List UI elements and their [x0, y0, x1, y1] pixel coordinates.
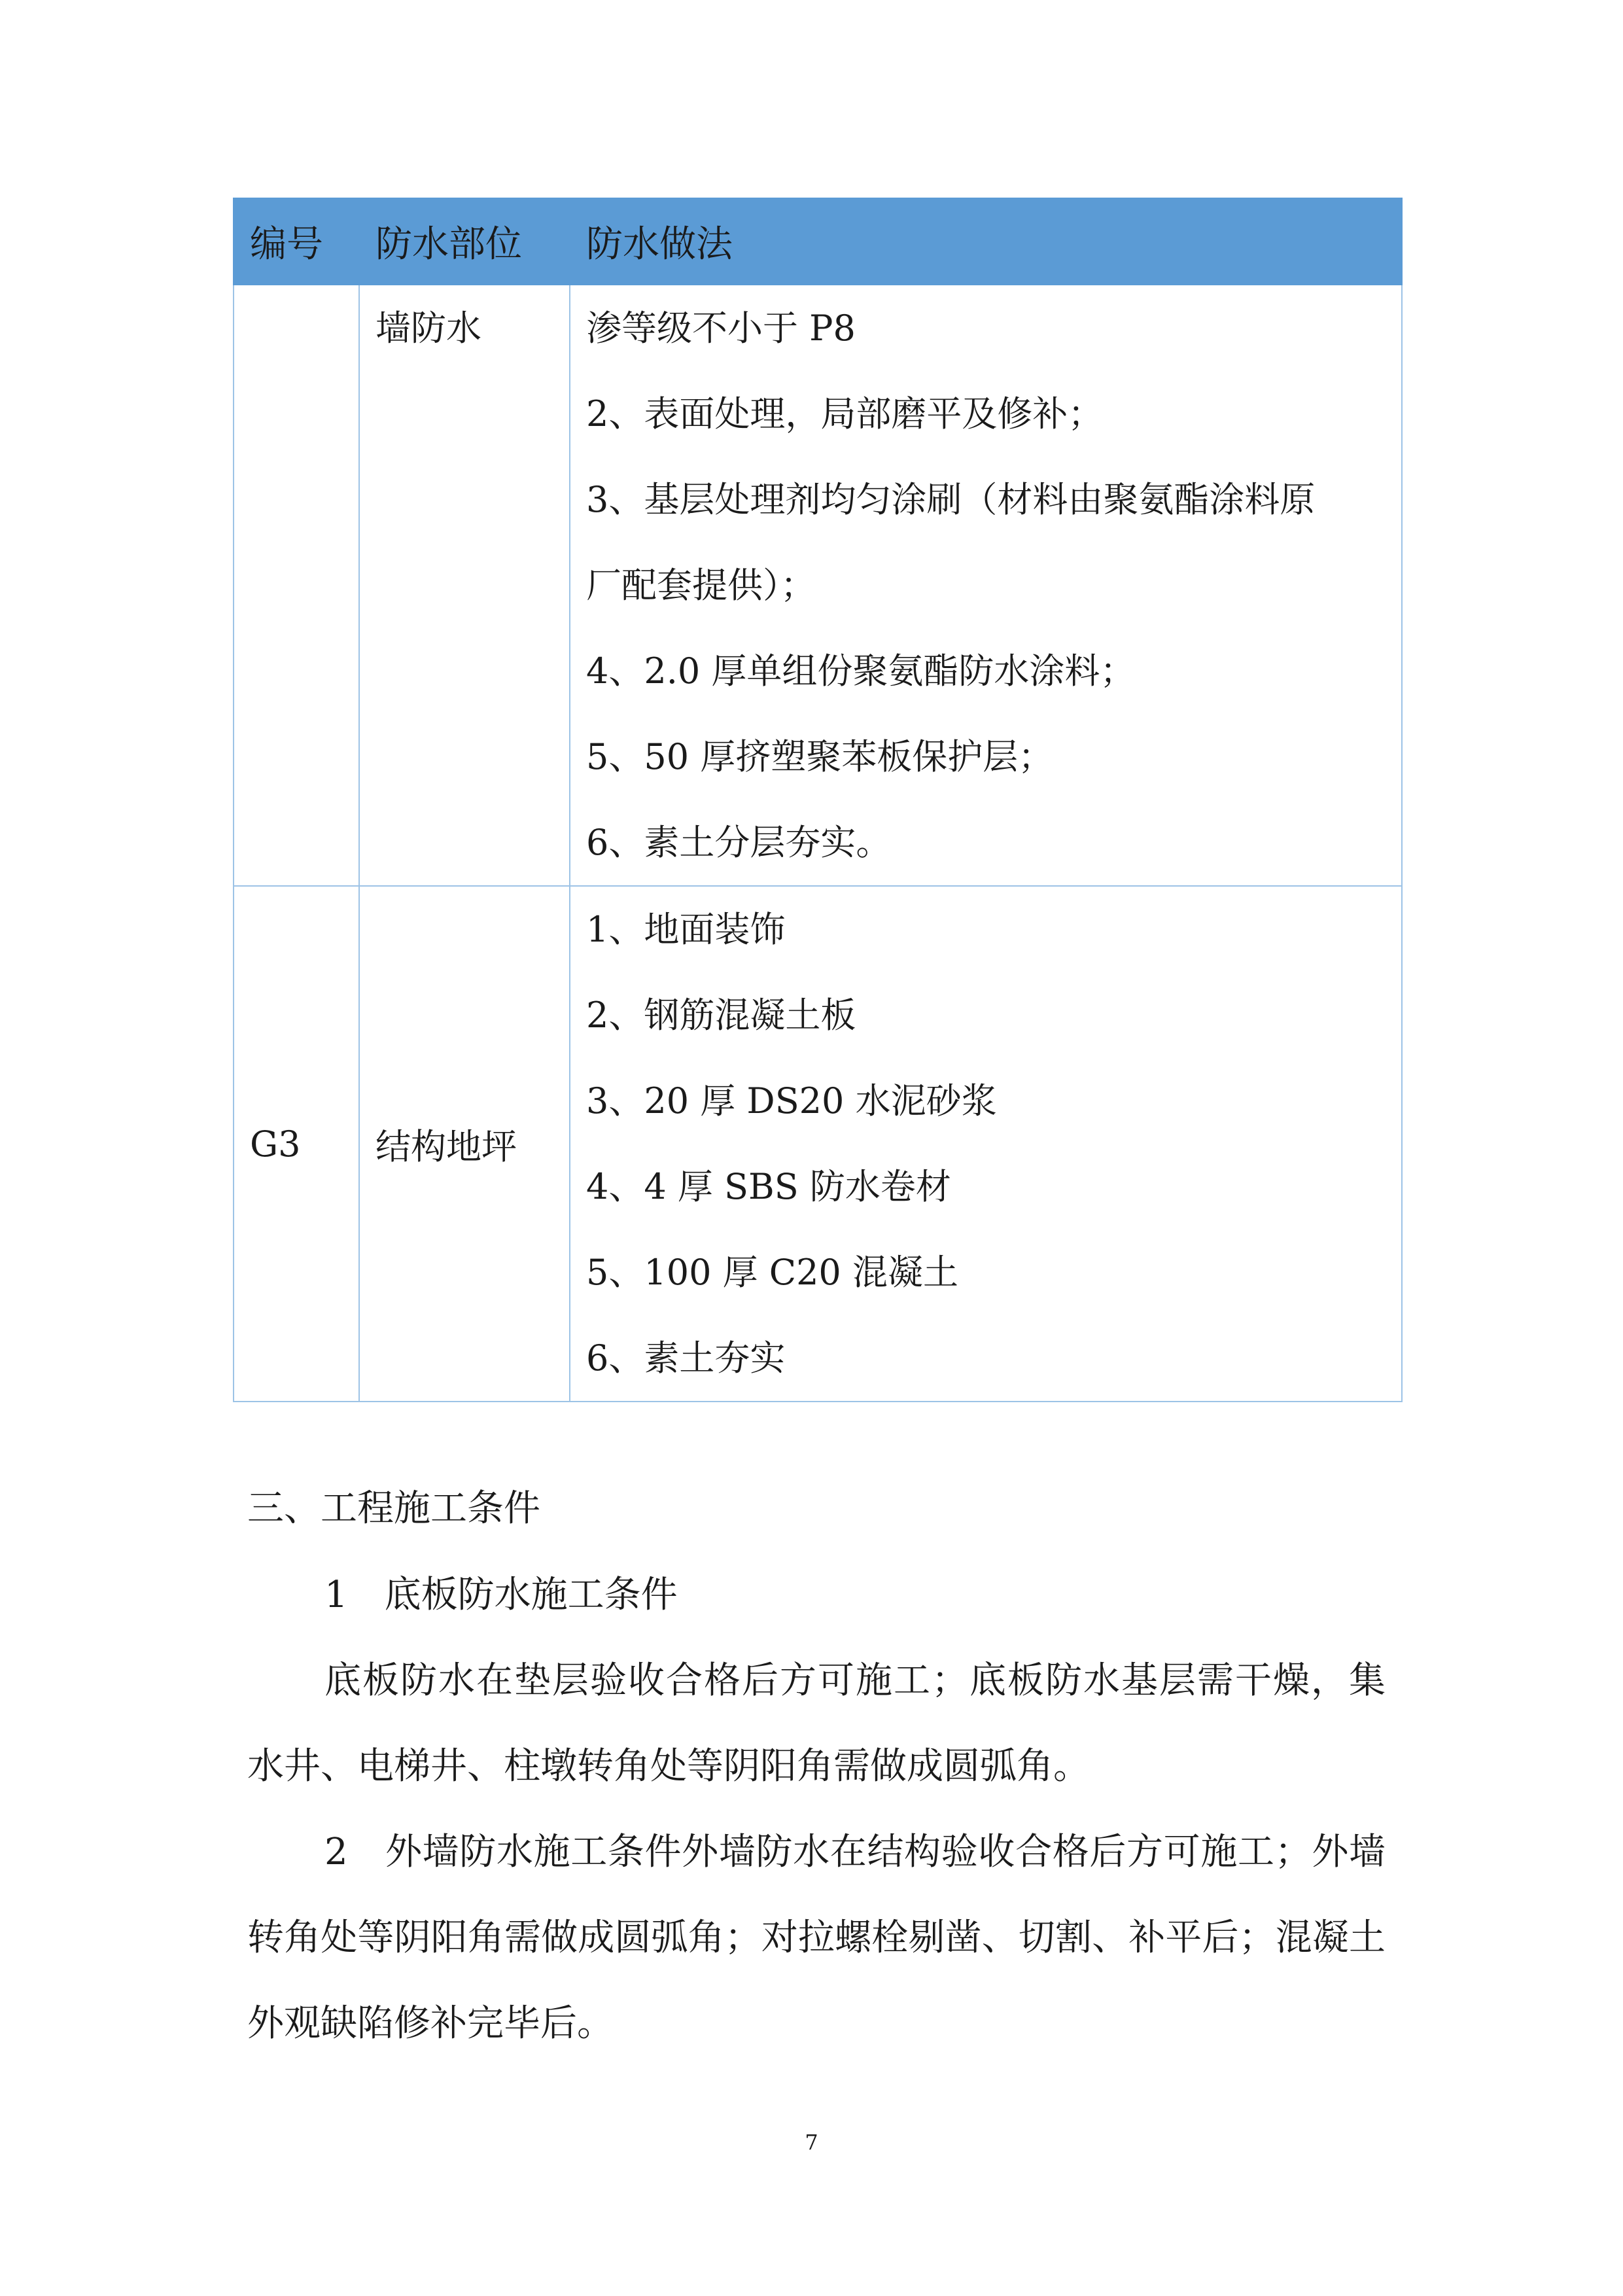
- step-line: 6、素土分层夯实。: [586, 822, 892, 863]
- step-line: 2、表面处理，局部磨平及修补；: [586, 393, 1104, 434]
- step-line: 3、基层处理剂均匀涂刷（材料由聚氨酯涂料原: [586, 479, 1316, 520]
- row-steps: [570, 285, 1402, 886]
- row-part: [359, 285, 570, 886]
- step-line: 4、2.0 厚单组份聚氨酯防水涂料；: [586, 650, 1136, 692]
- header-part: 防水部位: [359, 198, 570, 285]
- step-line: 5、50 厚挤塑聚苯板保护层；: [586, 736, 1054, 777]
- subsection-title: 1 底板防水施工条件: [324, 1574, 678, 1616]
- step-line: 1、地面装饰: [586, 909, 786, 950]
- row-part-label: 墙防水: [375, 308, 481, 349]
- row-steps: [570, 886, 1402, 1402]
- header-code: 编号: [234, 198, 359, 285]
- step-line: 5、100 厚 C20 混凝土: [586, 1252, 958, 1293]
- page-number: 7: [805, 2130, 818, 2155]
- waterproofing-table: [233, 198, 1403, 1402]
- row-part: 结构地坪: [359, 886, 570, 1402]
- header-method: 防水做法: [570, 198, 1402, 285]
- step-line: 2、钢筋混凝土板: [586, 995, 856, 1036]
- table-row: [234, 285, 1402, 886]
- section-title: 三、工程施工条件: [247, 1487, 540, 1530]
- step-line: 厂配套提供）；: [586, 565, 816, 606]
- step-line: 3、20 厚 DS20 水泥砂浆: [586, 1080, 997, 1122]
- row-code: G3: [234, 886, 359, 1402]
- table-row: [234, 886, 1402, 1402]
- step-line: 4、4 厚 SBS 防水卷材: [586, 1166, 951, 1207]
- paragraph: 底板防水在垫层验收合格后方可施工；底板防水基层需干燥，集水井、电梯井、柱墩转角处等阴阳角需做成圆弧角。: [247, 1659, 1386, 1788]
- step-line: 渗等级不小于 P8: [586, 308, 856, 349]
- paragraph: 2 外墙防水施工条件外墙防水在结构验收合格后方可施工；外墙转角处等阴阳角需做成圆弧角；对拉螺栓剔凿、切割、补平后；混凝土外观缺陷修补完毕后。: [247, 1831, 1386, 2045]
- row-code: [234, 285, 359, 886]
- step-line: 6、素土夯实: [586, 1337, 786, 1379]
- table-header-row: [234, 198, 1402, 285]
